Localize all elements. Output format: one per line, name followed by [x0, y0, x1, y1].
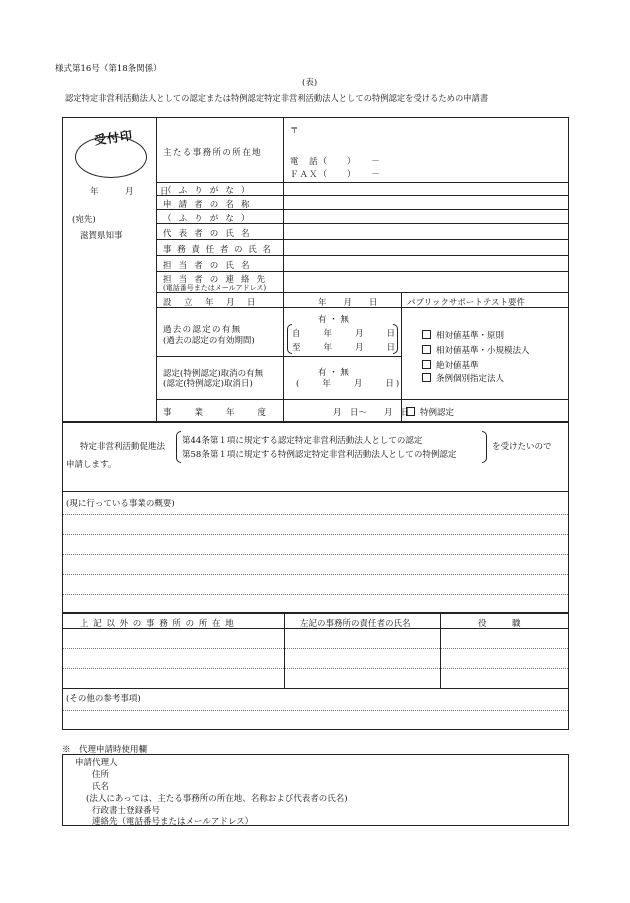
past-to: 至 年 月 日 — [292, 343, 398, 353]
stamp-date: 年 月 日 — [90, 187, 178, 197]
public-support-header: パブリックサポートテスト要件 — [407, 298, 525, 308]
ps-option-3[interactable]: 絶対値基準 — [422, 359, 479, 371]
contact-label: 担 当 者 の 連 絡 先 — [163, 275, 268, 285]
agent-contact: 連絡先（電話番号またはメールアドレス） — [92, 817, 254, 827]
office-tel: 電 話（ ） － — [290, 157, 381, 167]
office-label: 主たる事務所の所在地 — [163, 148, 263, 158]
other-offices-col-address: 上 記 以 外 の 事 務 所 の 所 在 地 — [80, 619, 235, 629]
manager-label: 事 務 責 任 者 の 氏 名 — [163, 245, 273, 255]
agent-registration: 行政書士登録番号 — [92, 806, 161, 816]
past-from: 自 年 月 日 — [292, 329, 398, 339]
fiscal-year-value: 月 日～ 月 日 — [333, 408, 410, 418]
stamp-label: 受付印 — [93, 128, 134, 148]
furigana-label-1: （ ふ り が な ） — [163, 186, 252, 196]
ps-option-2[interactable]: 相対値基準・小規模法人 — [422, 344, 530, 356]
agent-name: 氏名 — [92, 782, 110, 792]
fiscal-year-label: 事 業 年 度 — [163, 408, 269, 418]
other-offices-col-name: 左記の事務所の責任者の氏名 — [300, 619, 411, 629]
applicant-name-label: 申 請 者 の 名 称 — [163, 200, 252, 210]
representative-label: 代 表 者 の 氏 名 — [163, 229, 252, 239]
notes-label: (その他の参考事項) — [66, 694, 141, 704]
person-label: 担 当 者 の 氏 名 — [163, 261, 252, 271]
ps-option-4[interactable]: 条例個別指定法人 — [422, 372, 504, 384]
agent-header: ※ 代理申請時使用欄 — [62, 745, 148, 755]
agent-title: 申請代理人 — [75, 758, 118, 768]
cancel-date-label: (認定(特例認定)取消日) — [163, 379, 253, 389]
checkbox-icon[interactable] — [422, 330, 431, 339]
past-label: 過去の認定の有無 — [163, 325, 242, 335]
activities-label: (現に行っている事業の概要) — [66, 499, 175, 509]
established-value: 年 月 日 — [318, 298, 378, 308]
furigana-label-2: （ ふ り が な ） — [163, 214, 252, 224]
contact-note: (電話番号またはメールアドレス) — [163, 284, 267, 292]
cancel-date: ( 年 月 日) — [296, 379, 402, 389]
addressee-name: 滋賀県知事 — [80, 231, 123, 241]
past-yes-no: 有 ・ 無 — [318, 315, 349, 325]
agent-address: 住所 — [92, 770, 110, 780]
ps-option-5[interactable]: 特例認定 — [406, 406, 454, 418]
request-law: 特定非営利活動促進法 — [80, 442, 166, 452]
request-end: 申請します。 — [66, 460, 117, 470]
established-label: 設 立 年 月 日 — [163, 298, 258, 308]
checkbox-icon[interactable] — [422, 360, 431, 369]
request-suffix: を受けたいので — [492, 442, 552, 452]
request-option-2: 第58条第１項に規定する特例認定特定非営利活動法人としての特例認定 — [182, 450, 457, 460]
stamp-circle — [75, 136, 147, 178]
cancel-label: 認定(特例認定)取消の有無 — [163, 369, 264, 379]
agent-corp-note: (法人にあっては、主たる事務所の所在地、名称および代表者の氏名) — [86, 794, 348, 804]
checkbox-icon[interactable] — [422, 373, 431, 382]
addressee-prefix: (宛先) — [72, 215, 96, 225]
form-side: (表) — [302, 78, 318, 88]
form-title: 認定特定非営利活動法人としての認定または特例認定特定非営利活動法人としての特例認定を受けるための申請書 — [65, 93, 489, 103]
request-option-1: 第44条第１項に規定する認定特定非営利活動法人としての認定 — [182, 436, 423, 446]
past-period-label: (過去の認定の有効期間) — [163, 336, 255, 346]
postal-mark: 〒 — [290, 126, 299, 136]
cancel-yes-no: 有 ・ 無 — [318, 368, 349, 378]
other-offices-col-position: 役 職 — [478, 619, 521, 629]
ps-option-1[interactable]: 相対値基準・原則 — [422, 329, 504, 341]
checkbox-icon[interactable] — [422, 345, 431, 354]
form-number: 様式第16号（第18条関係） — [55, 64, 162, 74]
office-fax: ＦＡＸ（ ） － — [290, 170, 381, 180]
